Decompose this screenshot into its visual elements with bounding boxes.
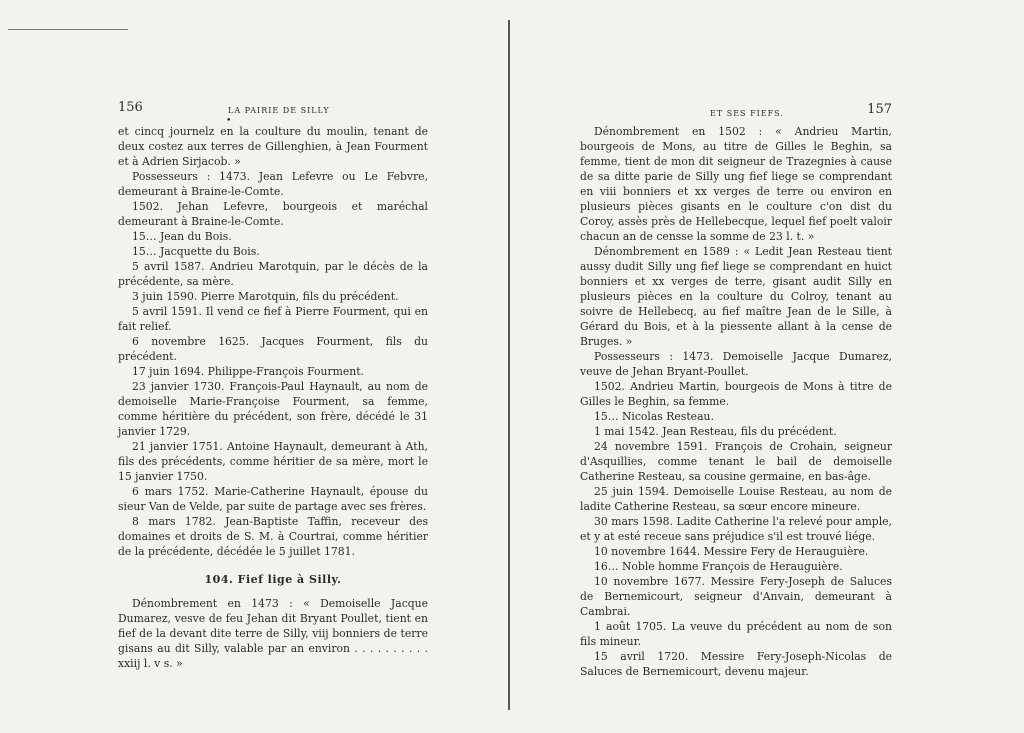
section-title: 104. Fief lige à Silly. — [204, 573, 342, 586]
paragraph: 15… Jacquette du Bois. — [132, 245, 260, 258]
left-body-b — [118, 596, 428, 671]
right-header — [580, 100, 892, 124]
paragraph: 23 janvier 1730. François-Paul Haynault, au nom de demoiselle Marie-Françoise Fourment, sa femme, comme héritière du précédent, son frère, décédé le 31 janvier 1729. — [118, 380, 428, 438]
left-page — [118, 100, 428, 671]
paragraph: 5 avril 1591. Il vend ce fief à Pierre Fourment, qui en fait relief. — [118, 305, 428, 333]
left-header — [118, 100, 428, 124]
paragraph: 30 mars 1598. Ladite Catherine l'a relevé pour ample, et y at esté receue sans préjudice s'il est trouvé liége. — [580, 515, 892, 543]
paragraph: 21 janvier 1751. Antoine Haynault, demeurant à Ath, fils des précédents, comme héritier de sa mère, mort le 15 janvier 1750. — [118, 440, 428, 483]
paragraph: 6 novembre 1625. Jacques Fourment, fils du précédent. — [118, 335, 428, 363]
paragraph: 24 novembre 1591. François de Crohain, seigneur d'Asquillies, comme tenant le bail de demoiselle Catherine Resteau, sa cousine germaine, en bas-âge. — [580, 440, 892, 483]
ornament-mark: • — [226, 116, 232, 126]
top-edge-rule — [8, 29, 128, 30]
paragraph: 8 mars 1782. Jean-Baptiste Taffin, receveur des domaines et droits de S. M. à Courtrai, comme héritier de la précédente, décédée le 5 juillet 1781. — [118, 515, 428, 558]
paragraph: 1 août 1705. La veuve du précédent au nom de son fils mineur. — [580, 620, 892, 648]
paragraph: 17 juin 1694. Philippe-François Fourment. — [132, 365, 364, 378]
paragraph: 15… Nicolas Resteau. — [594, 410, 714, 423]
paragraph: 1502. Andrieu Martin, bourgeois de Mons à titre de Gilles le Beghin, sa femme. — [580, 380, 892, 408]
paragraph: 6 mars 1752. Marie-Catherine Haynault, épouse du sieur Van de Velde, par suite de partage avec ses frères. — [118, 485, 428, 513]
paragraph: Dénombrement en 1473 : « Demoiselle Jacque Dumarez, vesve de feu Jehan dit Bryant Poullet, tient en fief de la devant dite terre de Silly, viij bonniers de terre gisans au dit Silly, valable par an environ . . . . . . . . . . xxiij l. v s. » — [118, 597, 428, 670]
paragraph: 3 juin 1590. Pierre Marotquin, fils du précédent. — [132, 290, 399, 303]
paragraph: 1 mai 1542. Jean Resteau, fils du précédent. — [594, 425, 837, 438]
paragraph: 5 avril 1587. Andrieu Marotquin, par le décès de la précédente, sa mère. — [118, 260, 428, 288]
right-page-number: 157 — [867, 102, 892, 117]
paragraph: Possesseurs : 1473. Jean Lefevre ou Le Febvre, demeurant à Braine-le-Comte. — [118, 170, 428, 198]
paragraph: Dénombrement en 1589 : « Ledit Jean Resteau tient aussy dudit Silly ung fief liege se comprendant en huict bonniers et xx verges de terre, gisant audit Silly en plusieurs pièces en la coulture du Colroy, tenant au soivre de Hellebecq, au fief maître Jean de le Sille, à Gérard du Bois, et à la piessente allant à la cense de Bruges. » — [580, 245, 892, 348]
paragraph: 10 novembre 1644. Messire Fery de Herauguière. — [594, 545, 869, 558]
paragraph: 15… Jean du Bois. — [132, 230, 232, 243]
left-page-number: 156 — [118, 100, 143, 115]
paragraph: 10 novembre 1677. Messire Fery-Joseph de Saluces de Bernemicourt, seigneur d'Anvain, demeurant à Cambrai. — [580, 575, 892, 618]
paragraph: 16… Noble homme François de Herauguière. — [594, 560, 843, 573]
right-running-head: ET SES FIEFS. — [710, 109, 784, 118]
paragraph: 25 juin 1594. Demoiselle Louise Resteau, au nom de ladite Catherine Resteau, sa sœur encore mineure. — [580, 485, 892, 513]
right-page — [580, 100, 892, 679]
paragraph: Possesseurs : 1473. Demoiselle Jacque Dumarez, veuve de Jehan Bryant-Poullet. — [580, 350, 892, 378]
paragraph: et cincq journelz en la coulture du moulin, tenant de deux costez aux terres de Gillenghien, à Jean Fourment et à Adrien Sirjacob. » — [118, 125, 428, 168]
paragraph: 15 avril 1720. Messire Fery-Joseph-Nicolas de Saluces de Bernemicourt, devenu majeur. — [580, 650, 892, 678]
left-running-head: LA PAIRIE DE SILLY — [228, 106, 330, 115]
paragraph: Dénombrement en 1502 : « Andrieu Martin, bourgeois de Mons, au titre de Gilles le Beghin, sa femme, tient de mon dit seigneur de Trazegnies à cause de sa ditte parie de Silly ung fief liege se comprendant en viii bonniers et xx verges de terre ou environ en plusieurs pièces gisants en le coulture c'on dist du Coroy, assès près de Hellebecque, lequel fief poelt valoir chacun an de censse la somme de 23 l. t. » — [580, 125, 892, 243]
left-body-a — [118, 124, 428, 559]
right-body — [580, 124, 892, 679]
book-fold — [508, 20, 510, 710]
paragraph: 1502. Jehan Lefevre, bourgeois et maréchal demeurant à Braine-le-Comte. — [118, 200, 428, 228]
